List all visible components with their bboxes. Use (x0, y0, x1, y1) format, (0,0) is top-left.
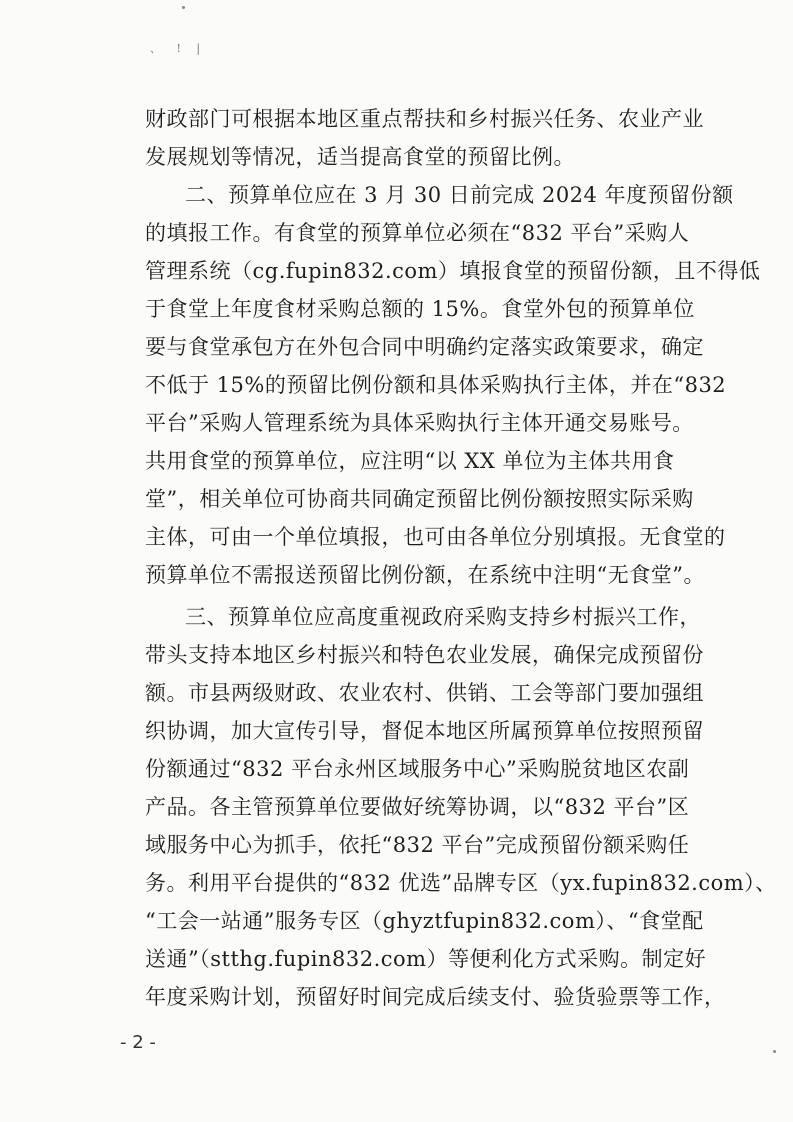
text-line: 的填报工作。有食堂的预算单位必须在“832 平台”采购人 (145, 221, 690, 245)
text-line: 务。利用平台提供的“832 优选”品牌专区（yx.fupin832.com）、 (145, 871, 777, 895)
text-line: 域服务中心为抓手，依托“832 平台”完成预留份额采购任 (145, 833, 690, 857)
text-line: “工会一站通”服务专区（ghyztfupin832.com）、“食堂配 (145, 909, 704, 933)
text-line: 带头支持本地区乡村振兴和特色农业发展，确保完成预留份 (145, 643, 704, 667)
text-line: 年度采购计划，预留好时间完成后续支付、验货验票等工作， (145, 985, 726, 1009)
text-line: 送通”（stthg.fupin832.com）等便利化方式采购。制定好 (145, 947, 707, 971)
text-line: 共用食堂的预算单位，应注明“以 XX 单位为主体共用食 (145, 449, 675, 473)
text-line: 主体，可由一个单位填报，也可由各单位分别填报。无食堂的 (145, 525, 726, 549)
text-line: 织协调，加大宣传引导，督促本地区所属预算单位按照预留 (145, 719, 704, 743)
text-line: 堂”，相关单位可协商共同确定预留比例份额按照实际采购 (145, 487, 694, 511)
text-line: 发展规划等情况，适当提高食堂的预留比例。 (145, 145, 575, 169)
text-line: 份额通过“832 平台永州区域服务中心”采购脱贫地区农副 (145, 757, 690, 781)
text-line: 财政部门可根据本地区重点帮扶和乡村振兴任务、农业产业 (145, 107, 704, 131)
section-3-heading-line: 三、预算单位应高度重视政府采购支持乡村振兴工作， (185, 605, 701, 629)
text-line: 产品。各主管预算单位要做好统筹协调，以“832 平台”区 (145, 795, 690, 819)
text-line: 于食堂上年度食材采购总额的 15%。食堂外包的预算单位 (145, 297, 695, 321)
scan-mark: 、 ! | (150, 42, 207, 55)
text-line: 要与食堂承包方在外包合同中明确约定落实政策要求，确定 (145, 335, 704, 359)
scan-speck (773, 1050, 776, 1053)
scan-speck (182, 6, 185, 9)
page-number: - 2 - (120, 1032, 156, 1053)
text-line: 预算单位不需报送预留比例份额，在系统中注明“无食堂”。 (145, 563, 705, 587)
body-text (145, 100, 777, 1016)
text-line: 额。市县两级财政、农业农村、供销、工会等部门要加强组 (145, 681, 704, 705)
section-2-heading-line: 二、预算单位应在 3 月 30 日前完成 2024 年度预留份额 (185, 183, 734, 207)
text-line: 管理系统（cg.fupin832.com）填报食堂的预留份额，且不得低 (145, 259, 761, 283)
text-line: 不低于 15%的预留比例份额和具体采购执行主体，并在“832 (145, 373, 727, 397)
text-line: 平台”采购人管理系统为具体采购执行主体开通交易账号。 (145, 411, 694, 435)
